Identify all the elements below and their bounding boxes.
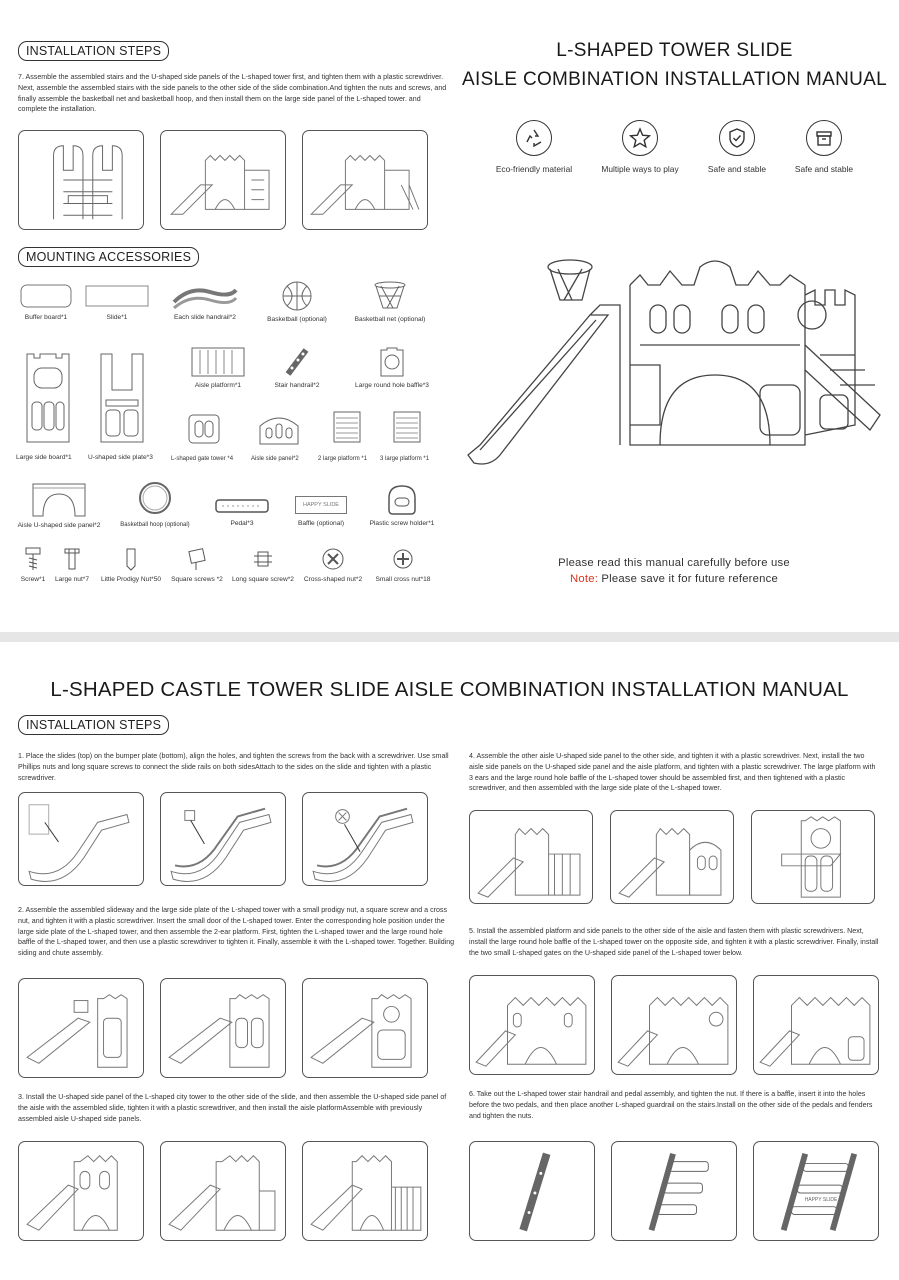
tower-aisle-platform-illustration (303, 1142, 427, 1240)
mounting-accessories-heading: MOUNTING ACCESSORIES (18, 247, 199, 267)
accessory-label: Aisle U-shaped side panel*2 (17, 522, 101, 529)
accessory-aisle-platform (178, 346, 258, 389)
tower-aisle-panel-illustration (161, 1142, 285, 1240)
round-hole-baffle-opposite-illustration (612, 976, 736, 1074)
note-text: Please save it for future reference (598, 573, 778, 585)
accessory-screw (14, 546, 52, 583)
read-manual-note: Please read this manual carefully before use (558, 557, 790, 569)
accessory-label: Screw*1 (20, 576, 46, 583)
accessory-label: Buffer board*1 (24, 314, 68, 321)
step-5-figure-2 (611, 975, 737, 1075)
cross-nut-icon (320, 546, 346, 572)
basketball-icon (281, 280, 313, 312)
accessory-label: Little Prodigy Nut*50 (100, 576, 162, 583)
slide-side-plate-illustration (19, 979, 143, 1077)
feature-label: Eco-friendly material (495, 164, 573, 174)
step-2-figure-1 (18, 978, 144, 1078)
accessory-aisle-u-shaped-side-panel (14, 478, 104, 529)
slide-bumper-illustration (19, 793, 143, 885)
slide-tower-illustration-b (303, 131, 427, 229)
aisle-platform-icon (190, 346, 246, 378)
platform-other-side-illustration (470, 976, 594, 1074)
assembled-slide-tower-illustration (460, 245, 890, 490)
accessory-label: Baffle (optional) (297, 520, 345, 527)
installation-steps-heading: INSTALLATION STEPS (18, 41, 169, 61)
prodigy-nut-icon (121, 546, 141, 572)
three-large-platform-icon (392, 410, 422, 444)
accessory-label: Large round hole baffle*3 (355, 382, 429, 389)
long-square-screw-icon (252, 546, 274, 572)
accessory-long-square-screw (228, 546, 298, 583)
aisle-side-panel-icon (258, 414, 300, 446)
stair-handrail-illustration (470, 1142, 594, 1240)
step-2-text: 2. Assemble the assembled slideway and the large side plate of the L-shaped tower with a small prodigy nut, a square screw and a cross nut, and tighten it with a plastic screwdriver. Insert the small door of the L-shaped tower. Enter the corresponding hole position under the large side plate of the L-shaped tower, and then assemble the 2-ear platform. First, tighten the L-shaped tower and the large round hole baffle of the L-shaped tower, and then use a plastic screwdriver to tighten it. Finally, assemble it with the L-shaped tower. Together. Building siding and chute assembly. (18, 906, 455, 958)
accessory-label: Pedal*3 (230, 520, 254, 527)
accessory-label: Aisle platform*1 (194, 382, 242, 389)
note-label: Note: (570, 573, 599, 585)
step-6-text: 6. Take out the L-shaped tower stair handrail and pedal assembly, and tighten the nut. If there is a baffle, insert it into the holes before the two pedals, and then place another L-shaped guardrail on the stairs.Install on the other side of the pedals and fenders and tighten the nuts. (469, 1090, 873, 1120)
step-3-figure-1 (18, 1141, 144, 1241)
accessory-label: Plastic screw holder*1 (369, 520, 435, 527)
ladder-baffle-text: HAPPY SLIDE (804, 1197, 838, 1203)
step-7-figure-2 (160, 130, 286, 230)
basketball-hoop-icon (135, 478, 175, 518)
step-4-text: 4. Assemble the other aisle U-shaped side panel to the other side, and tighten it with a plastic screwdriver. Next, install the two aisle side panels on the U-shaped side panel and the aisle platform, and tighten with a plastic screwdriver. The large platform with 3 ears and the large round hole baffle of the L-shaped tower should be assembled first, and then tightened with a plastic screwdriver, and then assembled with the large side plate of the L-shaped tower. (469, 752, 876, 793)
installation-steps-heading-2: INSTALLATION STEPS (18, 715, 169, 735)
step-3-text: 3. Install the U-shaped side panel of the L-shaped city tower to the other side of the slide, and then assemble the U-shaped side panel of the aisle with the assembled slide, tighten it with a plastic screwdriver, and then install the aisle platformAssemble with previously assembled aisle U-shaped side panels. (18, 1093, 447, 1123)
slide-tower-illustration-a (161, 131, 285, 229)
accessory-small-cross-nut (366, 546, 440, 583)
step-4-figure-2 (610, 810, 734, 904)
basketball-net-icon (373, 280, 407, 312)
step-5-figure-1 (469, 975, 595, 1075)
large-side-board-icon (24, 350, 72, 446)
accessory-label: Small cross nut*18 (375, 576, 431, 583)
shield-check-icon (719, 120, 755, 156)
small-gates-illustration (754, 976, 878, 1074)
square-screw-icon (186, 546, 208, 572)
step-5-text: 5. Install the assembled platform and side panels to the other side of the aisle and fasten them with plastic screwdrivers. Next, install the large round hole baffle of the L-shaped tower on the opposite side, and tighten it with a plastic screwdriver. Finally, install the two small L-shaped gates on the U-shaped side panel of the L-shaped tower below. (469, 927, 879, 957)
step-4-figure-1 (469, 810, 593, 904)
feature-label: Safe and stable (794, 164, 854, 174)
round-hole-baffle-icon (379, 346, 405, 378)
accessory-label: Long square screw*2 (232, 576, 294, 583)
slide-handrail-icon (170, 282, 240, 310)
storage-box-icon (806, 120, 842, 156)
accessory-label: Basketball (optional) (267, 316, 327, 323)
accessory-label: Basketball hoop (optional) (120, 522, 190, 528)
accessory-plastic-screw-holder (360, 484, 444, 527)
accessory-little-prodigy-nut (92, 546, 170, 583)
accessory-label: Slide*1 (106, 314, 128, 321)
accessory-large-side-board-label: Large side board*1 (16, 454, 72, 461)
accessory-label: Basketball net (optional) (354, 316, 426, 323)
step-1-figure-1 (18, 792, 144, 886)
slide-tower-platform-illustration (303, 979, 427, 1077)
accessory-label: Each slide handrail*2 (174, 314, 236, 321)
feature-label: Safe and stable (707, 164, 767, 174)
aisle-u-shaped-side-panel-icon (29, 478, 89, 518)
slide-rail-illustration (161, 793, 285, 885)
accessory-large-nut (50, 546, 94, 583)
screw-icon (23, 546, 43, 572)
step-1-text: 1. Place the slides (top) on the bumper plate (bottom), align the holes, and tighten the screws from the back with a screwdriver. Use small Phillips nuts and long square screws to connect the slide rails on both sidesAttach to the sides on the slide and tighten with a plastic screwdriver. (18, 752, 449, 782)
aisle-u-panel-other-side-illustration (470, 811, 592, 903)
recycle-icon (516, 120, 552, 156)
accessory-label: Square screws *2 (171, 576, 223, 583)
step-6-figure-1 (469, 1141, 595, 1241)
manual-page-2-title: L-SHAPED CASTLE TOWER SLIDE AISLE COMBINATION INSTALLATION MANUAL (50, 678, 849, 701)
step-6-figure-3 (753, 1141, 879, 1241)
accessory-label: Stair handrail*2 (274, 382, 320, 389)
step-4-figure-3 (751, 810, 875, 904)
stairs-assembly-illustration (19, 131, 143, 229)
manual-title-line-2: AISLE COMBINATION INSTALLATION MANUAL (462, 69, 887, 90)
accessory-basketball-hoop (110, 478, 200, 528)
accessory-label: Large nut*7 (54, 576, 90, 583)
l-shaped-gate-tower-icon (186, 410, 222, 446)
step-2-figure-3 (302, 978, 428, 1078)
accessory-three-large-platform-label: 3 large platform *1 (380, 456, 430, 462)
tower-u-panel-illustration (19, 1142, 143, 1240)
star-icon (622, 120, 658, 156)
large-platform-baffle-illustration (752, 811, 874, 903)
step-5-figure-3 (753, 975, 879, 1075)
accessory-aisle-side-panel-label: Aisle side panel*2 (251, 456, 299, 462)
step-3-figure-2 (160, 1141, 286, 1241)
manual-title-line-1: L-SHAPED TOWER SLIDE (556, 40, 793, 61)
manual-page-1 (0, 0, 899, 632)
step-7-text: 7. Assemble the assembled stairs and the U-shaped side panels of the L-shaped tower first, and tighten them with a plastic screwdriver. Next, assemble the assembled stairs with the side panels to the other side of the slide combination.And tighten the nuts and screws, and finally assemble the basketball net and basketball hoop, and then install them on the large side panel of the L-shaped tower. and complete the installation. (18, 73, 447, 114)
step-6-figure-2 (611, 1141, 737, 1241)
step-2-figure-2 (160, 978, 286, 1078)
save-reference-note (454, 573, 894, 585)
feature-safe-stable-2 (774, 120, 874, 174)
accessory-baffle (284, 496, 358, 527)
slide-tower-door-illustration (161, 979, 285, 1077)
accessory-u-shaped-side-plate-label: U-shaped side plate*3 (88, 454, 153, 461)
accessory-buffer-board (14, 282, 78, 321)
accessory-cross-shaped-nut (296, 546, 370, 583)
accessory-basketball-net (342, 280, 438, 323)
slide-icon (84, 282, 150, 310)
slide-rail-fasten-illustration (303, 793, 427, 885)
accessory-round-hole-baffle (340, 346, 444, 389)
accessory-pedal (206, 496, 278, 527)
accessory-basketball (255, 280, 339, 323)
manual-page-2 (0, 642, 899, 1280)
pedal-icon (212, 496, 272, 516)
accessory-stair-handrail (262, 346, 332, 389)
u-shaped-side-plate-icon (98, 350, 146, 446)
feature-eco-friendly (484, 120, 584, 174)
two-large-platform-icon (332, 410, 362, 444)
accessory-label: Cross-shaped nut*2 (303, 576, 363, 583)
ladder-complete-illustration (754, 1142, 878, 1240)
aisle-side-panels-illustration (611, 811, 733, 903)
step-7-figure-3 (302, 130, 428, 230)
large-nut-icon (61, 546, 83, 572)
step-1-figure-3 (302, 792, 428, 886)
step-7-figure-1 (18, 130, 144, 230)
accessory-two-large-platform-label: 2 large platform *1 (318, 456, 368, 462)
screw-holder-icon (385, 484, 419, 516)
accessory-slide (82, 282, 152, 321)
step-3-figure-3 (302, 1141, 428, 1241)
accessory-slide-handrail (165, 282, 245, 321)
buffer-board-icon (19, 282, 73, 310)
step-1-figure-2 (160, 792, 286, 886)
feature-multiple-ways (590, 120, 690, 174)
stair-handrail-icon (282, 346, 312, 378)
pedal-assembly-illustration (612, 1142, 736, 1240)
feature-label: Multiple ways to play (601, 164, 679, 174)
accessory-square-screws (166, 546, 228, 583)
baffle-plate: HAPPY SLIDE (295, 496, 347, 514)
small-cross-nut-icon (391, 546, 415, 572)
feature-safe-stable-1 (687, 120, 787, 174)
accessory-l-shaped-gate-tower-label: L-shaped gate tower *4 (171, 456, 234, 462)
